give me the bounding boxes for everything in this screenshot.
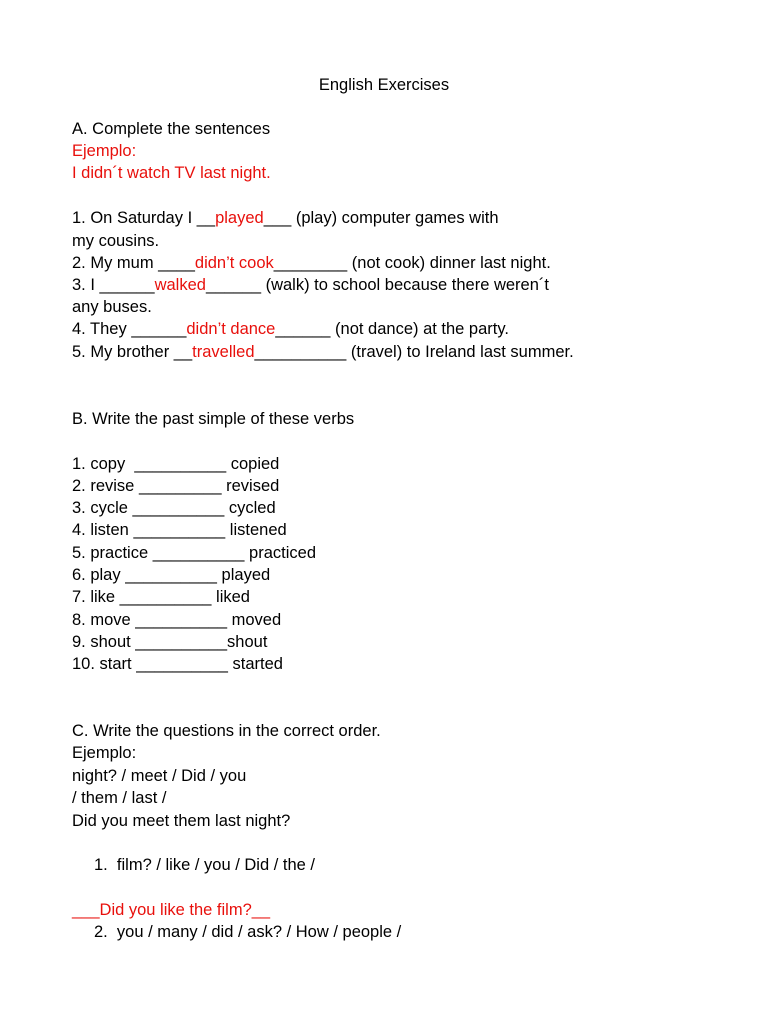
item-text-pre: 3. I ______ (72, 276, 155, 294)
item-text-post: ___ (play) computer games with (263, 209, 499, 227)
section-a-heading: A. Complete the sentences (72, 120, 271, 138)
item-text-pre: 1. On Saturday I __ (72, 209, 216, 227)
section-c-example-words: night? / meet / Did / you (72, 767, 247, 785)
item-answer: played (215, 209, 264, 227)
item-answer: walked (154, 276, 206, 294)
section-c-example-words-continued: / them / last / (72, 789, 167, 807)
item-text-post: ________ (not cook) dinner last night. (273, 254, 551, 272)
exercise-b-item: 10. start __________ started (72, 655, 283, 673)
exercise-a-item-4 (72, 319, 509, 339)
section-a-example-label: Ejemplo: (72, 142, 137, 160)
item-text-pre: 2. My mum ____ (72, 254, 195, 272)
exercise-a-item-3 (72, 275, 549, 295)
section-c-heading: C. Write the questions in the correct order. (72, 722, 381, 740)
exercise-b-item: 5. practice __________ practiced (72, 544, 317, 562)
section-c-example-label: Ejemplo: (72, 744, 137, 762)
exercise-b-item: 2. revise _________ revised (72, 477, 280, 495)
exercise-a-item-2 (72, 253, 551, 273)
item-answer: didn’t cook (194, 254, 274, 272)
exercise-b-item: 7. like __________ liked (72, 588, 250, 606)
item-answer: didn’t dance (186, 320, 276, 338)
exercise-b-item: 3. cycle __________ cycled (72, 499, 276, 517)
item-text-post: ______ (not dance) at the party. (275, 320, 509, 338)
item-text-post: __________ (travel) to Ireland last summer. (254, 343, 574, 361)
exercise-b-item: 6. play __________ played (72, 566, 271, 584)
exercise-b-item: 4. listen __________ listened (72, 521, 287, 539)
section-a-example-sentence: I didn´t watch TV last night. (72, 164, 271, 182)
exercise-b-item: 9. shout __________shout (72, 633, 268, 651)
item-text-pre: 5. My brother __ (72, 343, 193, 361)
exercise-c-question-1: 1. film? / like / you / Did / the / (94, 856, 316, 874)
item-text-pre: 4. They ______ (72, 320, 187, 338)
exercise-a-item-1 (72, 208, 499, 228)
exercise-b-item: 8. move __________ moved (72, 611, 282, 629)
page-title: English Exercises (318, 76, 450, 94)
exercise-c-answer-1: ___Did you like the film?__ (72, 901, 271, 919)
section-c-example-answer: Did you meet them last night? (72, 812, 291, 830)
section-b-heading: B. Write the past simple of these verbs (72, 410, 355, 428)
exercise-a-item-1-continued: my cousins. (72, 232, 160, 250)
exercise-a-item-3-continued: any buses. (72, 298, 152, 316)
exercise-a-item-5 (72, 342, 574, 362)
exercise-b-item: 1. copy __________ copied (72, 455, 280, 473)
item-text-post: ______ (walk) to school because there weren´t (205, 276, 549, 294)
exercise-c-question-2: 2. you / many / did / ask? / How / people / (94, 923, 402, 941)
item-answer: travelled (192, 343, 255, 361)
